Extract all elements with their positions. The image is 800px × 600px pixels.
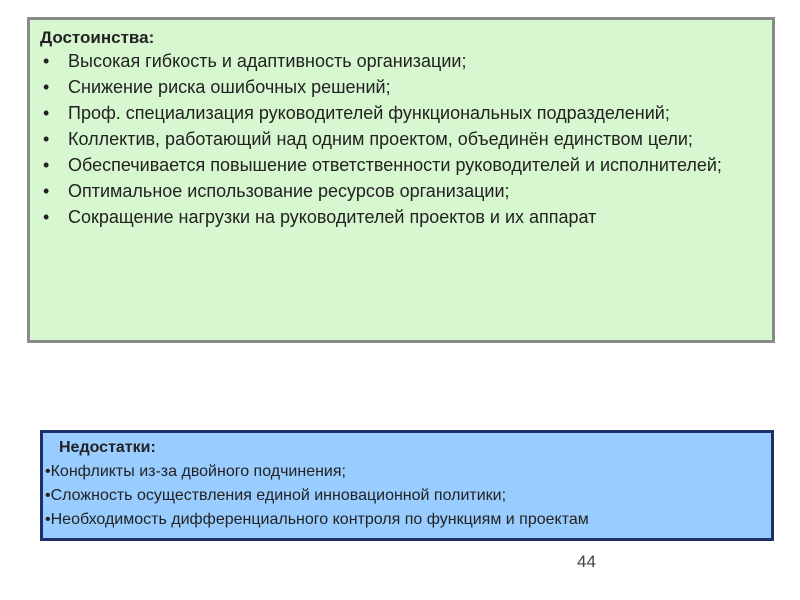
list-item [40,77,760,98]
bullet: • [45,511,51,528]
list-item-text: Снижение риска ошибочных решений; [68,77,391,97]
bullet: • [43,207,50,227]
list-item-text: Необходимость дифференциального контроля по функциям и проектам [50,511,589,528]
list-item-text: Конфликты из-за двойного подчинения; [50,463,346,480]
advantages-box [27,17,775,343]
list-item [40,103,760,124]
advantages-list [40,51,760,228]
bullet: • [45,487,51,504]
list-item-text: Оптимальное использование ресурсов организации; [68,181,510,201]
list-item [40,207,760,228]
bullet: • [43,103,50,123]
list-item-text: Обеспечивается повышение ответственности руководителей и исполнителей; [68,155,722,175]
bullet: • [43,155,50,175]
list-item-text: Коллектив, работающий над одним проектом, объединён единством цели; [68,129,693,149]
list-item [40,155,760,176]
bullet: • [43,77,50,97]
disadvantages-box [40,430,774,541]
bullet: • [43,181,50,201]
list-item-text: Сложность осуществления единой инновационной политики; [50,487,507,504]
bullet: • [43,51,50,71]
list-item [45,486,765,506]
advantages-title: Достоинства: [40,28,155,47]
list-item-text: Проф. специализация руководителей функциональных подразделений; [68,103,670,123]
slide-number: 44 [577,552,596,571]
disadvantages-title: Недостатки: [59,439,156,456]
list-item [45,510,765,530]
list-item [45,462,765,482]
bullet: • [45,463,51,480]
list-item-text: Сокращение нагрузки на руководителей проектов и их аппарат [68,207,597,227]
list-item [40,51,760,72]
bullet: • [43,129,50,149]
list-item [40,129,760,150]
list-item-text: Высокая гибкость и адаптивность организации; [68,51,467,71]
disadvantages-list [45,462,765,530]
list-item [40,181,760,202]
